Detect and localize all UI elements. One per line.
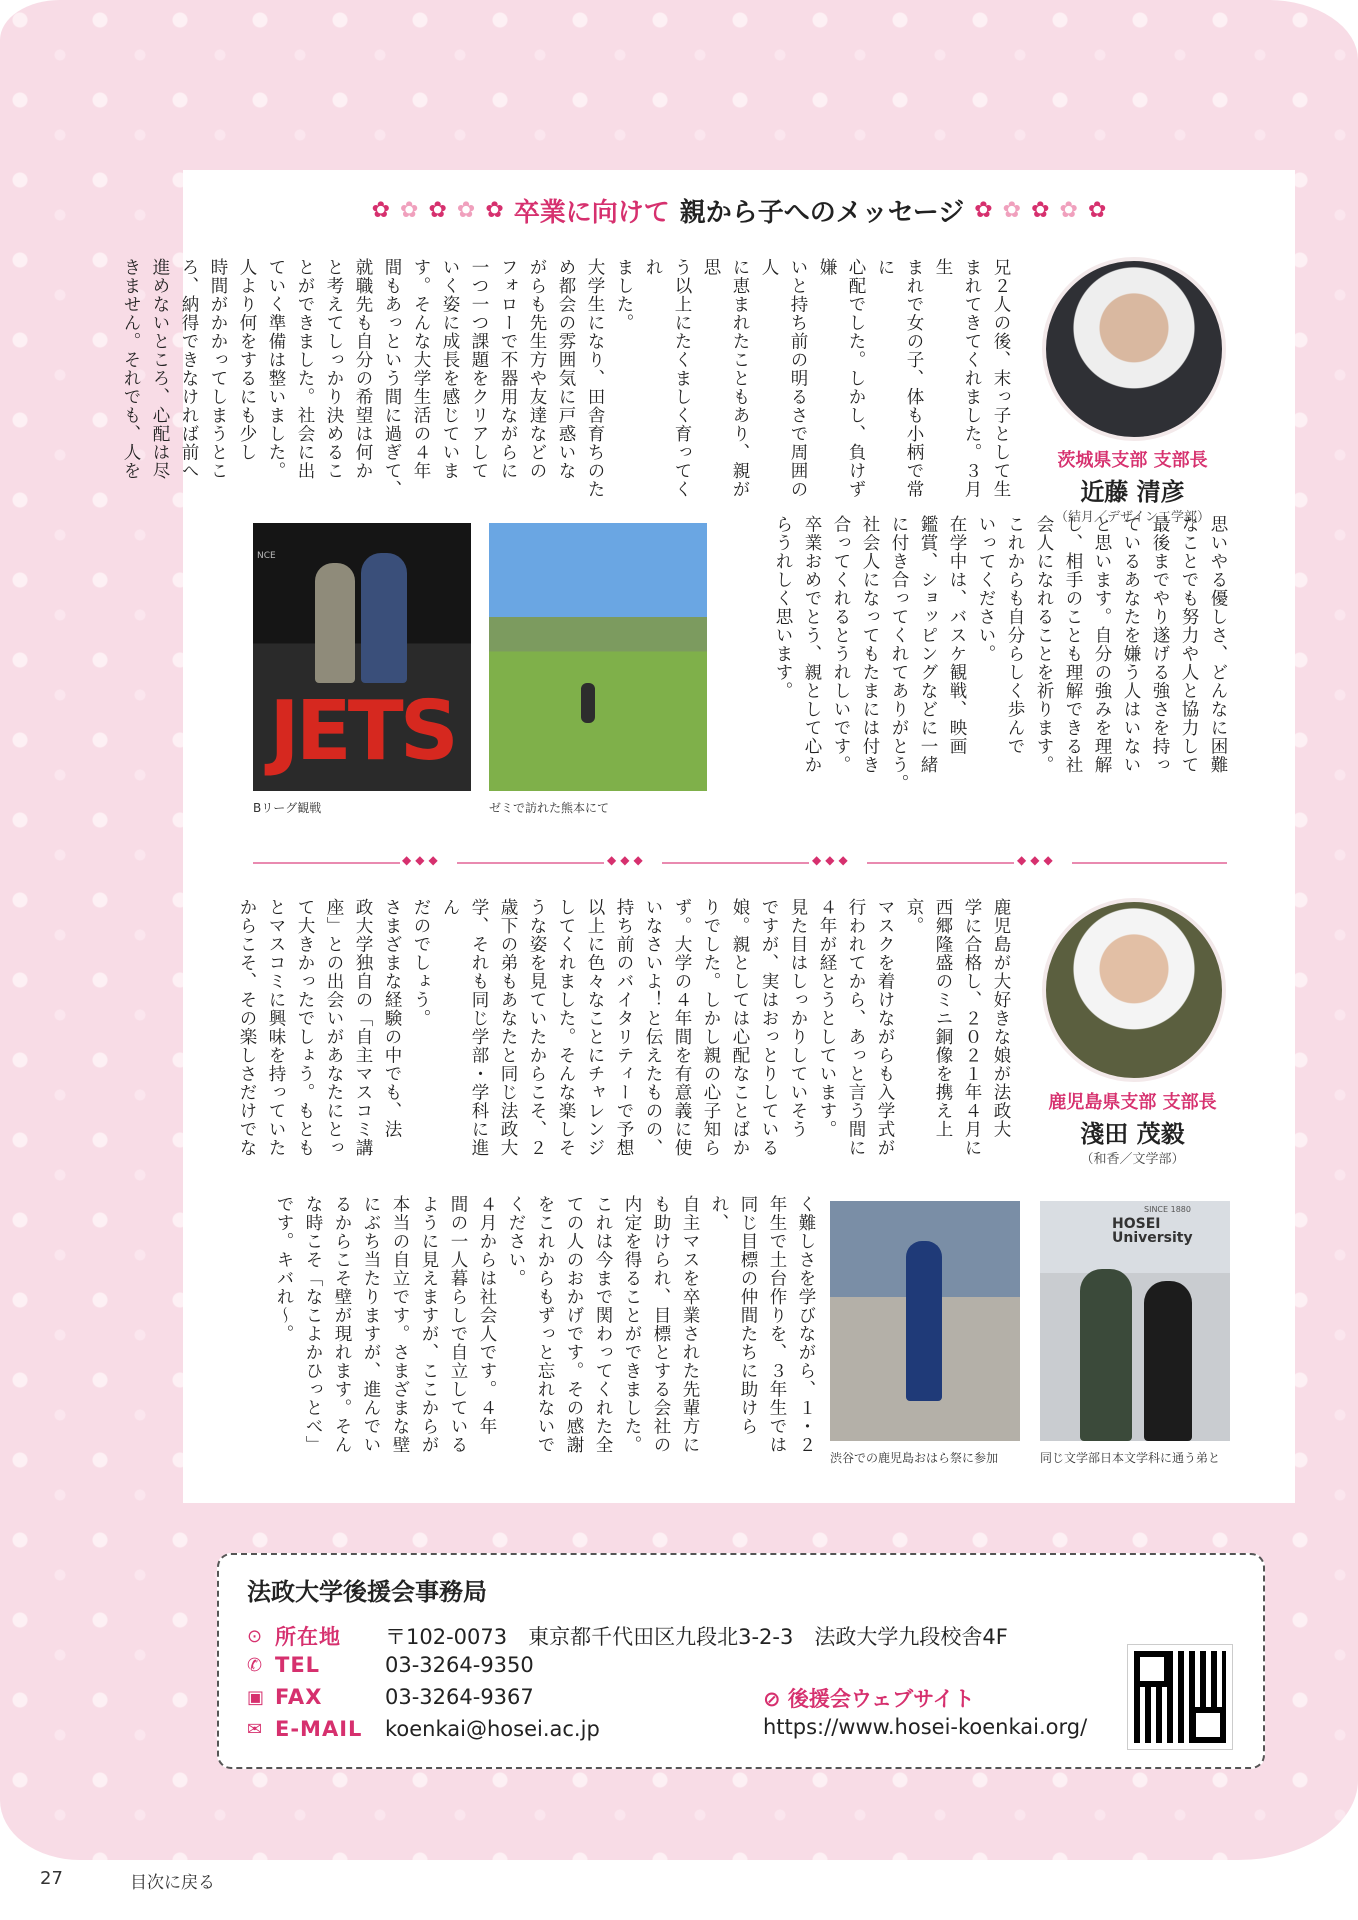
divider-line <box>662 862 809 864</box>
photo-caption: 渋谷での鹿児島おはら祭に参加 <box>830 1451 999 1465</box>
flower-icon: ✿ <box>371 197 391 223</box>
jets-sign: JETS <box>269 684 455 779</box>
section-heading <box>183 170 1295 250</box>
person2-name: 淺田 茂毅 <box>1080 1120 1185 1148</box>
photo-bleague <box>253 523 471 791</box>
person2-role: 鹿児島県支部 支部長 <box>1048 1092 1217 1113</box>
divider-dots: ◆◆◆ <box>607 853 647 867</box>
person-figure <box>315 563 355 683</box>
flower-icon: ✿ <box>1087 197 1107 223</box>
globe-icon: ⊘ <box>763 1687 788 1711</box>
avatar-asada <box>1042 898 1226 1082</box>
address-value: 〒102-0073 東京都千代田区九段北3-2-3 法政大学九段校舎4F <box>385 1625 1008 1649</box>
page-number: 27 <box>40 1868 63 1889</box>
phone-icon: ✆ <box>247 1654 263 1676</box>
photo-arena-text: NCE <box>257 551 276 561</box>
person1-role: 茨城県支部 支部長 <box>1057 450 1208 471</box>
divider-line <box>1072 862 1227 864</box>
divider-line <box>867 862 1014 864</box>
website-label <box>763 1683 975 1713</box>
flower-icon: ✿ <box>400 197 419 223</box>
address-label: 所在地 <box>275 1625 341 1649</box>
flower-icon: ✿ <box>1059 197 1078 223</box>
fax-row <box>247 1685 534 1709</box>
photo-ohara-festival <box>830 1201 1020 1441</box>
photo-caption: Bリーグ観戦 <box>253 801 322 815</box>
website-label-text: 後援会ウェブサイト <box>787 1687 975 1711</box>
address-row <box>247 1621 1008 1651</box>
fax-icon: ▣ <box>247 1686 265 1708</box>
mail-icon: ✉ <box>247 1718 263 1740</box>
divider-dots: ◆◆◆ <box>402 853 442 867</box>
hosei-sign: HOSEI University <box>1112 1216 1193 1246</box>
person-figure <box>361 553 407 683</box>
flower-icon: ✿ <box>974 197 993 223</box>
photo-hosei-siblings <box>1040 1201 1230 1441</box>
person1-note: （結月／デザイン工学部） <box>1054 510 1211 525</box>
avatar-kondo <box>1042 257 1226 441</box>
photo-caption: ゼミで訪れた熊本にて <box>489 801 610 815</box>
tel-row <box>247 1653 534 1677</box>
flower-icon: ✿ <box>456 197 476 223</box>
person2-message-part1: 鹿児島が大好きな娘が法政大 学に合格し、２０２１年４月に 西郷隆盛のミニ銅像を携え上京。 マスクを着けながらも入学式が 行われてから、あっと言う間に ４年が経とうとしています。 見た目はしっかりしていそう ですが、実はおっとりしている 娘。親としては心配なことばか りでした。しかし親の心子知ら ず。大学の４年間を有意義に使 いなさいよ！と伝えたものの、 持ち前のバイタリティーで予想 以上に色々なことにチャレンジ してくれました。そんな楽しそ うな姿を見ていたからこそ、２ 歳下の弟もあなたと同じ法政大 学、それも同じ学部・学科に進ん だのでしょう。 さまざまな経験の中でも、法 政大学独自の「自主マスコミ講 座」との出会いがあなたにとっ て大きかったでしょう。もとも とマスコミに興味を持っていた からこそ、その楽しさだけでな <box>237 898 1011 1157</box>
heading-part2: 親から子へのメッセージ <box>679 197 965 228</box>
person-figure <box>1144 1281 1192 1441</box>
divider-dots: ◆◆◆ <box>1017 853 1057 867</box>
person-figure <box>581 683 595 723</box>
tel-value: 03-3264-9350 <box>385 1653 534 1677</box>
photo-since-text: SINCE 1880 <box>1144 1205 1191 1214</box>
back-to-toc-link[interactable]: 目次に戻る <box>130 1873 215 1893</box>
email-row <box>247 1717 600 1741</box>
flower-icon: ✿ <box>428 197 447 223</box>
email-value[interactable]: koenkai@hosei.ac.jp <box>385 1717 600 1741</box>
person1-message-part2: 思いやる優しさ、どんなに困難 なことでも努力や人と協力して 最後までやり遂げる強さを持っ ているあなたを嫌う人はいない と思います。自分の強みを理解 し、相手のことも理解できる社 会人になれることを祈ります。 これからも自分らしく歩んで いってください。 在学中は、バスケ観戦、映画 鑑賞、ショッピングなどに一緒 に付き合ってくれてありがとう。 社会人になってもたまには付き 合ってくれるとうれしいです。 卒業おめでとう、親として心か らうれしく思います。 <box>773 515 1228 793</box>
flower-icon: ✿ <box>485 197 504 223</box>
flower-icon: ✿ <box>1002 197 1022 223</box>
person2-message-part2: く難しさを学びながら、１・２ 年生で土台作りを、３年生では 同じ目標の仲間たちに助けられ、 自主マスを卒業された先輩方に も助けられ、目標とする会社の 内定を得ることができました。 これは今まで関わってくれた全 ての人のおかげです。その感謝 をこれからもずっと忘れないで ください。 ４月からは社会人です。４年 間の一人暮らしで自立している ように見えますが、ここからが 本当の自立です。さまざまな壁 にぶち当たりますが、進んでい るからこそ壁が現れます。そん な時こそ「なこよかひっとべ」 です。キバれ〜。 <box>274 1195 816 1454</box>
person-figure <box>906 1241 942 1401</box>
person2-note: （和香／文学部） <box>1080 1152 1185 1167</box>
person1-name: 近藤 清彦 <box>1080 478 1185 506</box>
fax-value: 03-3264-9367 <box>385 1685 534 1709</box>
divider-line <box>457 862 604 864</box>
heading-part1: 卒業に向けて <box>513 197 670 228</box>
flower-icon: ✿ <box>1031 197 1050 223</box>
qr-code[interactable] <box>1128 1645 1232 1749</box>
photo-caption: 同じ文学部日本文学科に通う弟と <box>1040 1451 1221 1465</box>
office-title: 法政大学後援会事務局 <box>247 1578 487 1606</box>
person-figure <box>1080 1269 1132 1441</box>
photo-kumamoto <box>489 523 707 791</box>
map-pin-icon: ⊙ <box>247 1625 263 1647</box>
website-url[interactable]: https://www.hosei-koenkai.org/ <box>763 1715 1088 1739</box>
fax-label: FAX <box>275 1685 323 1709</box>
divider-dots: ◆◆◆ <box>812 853 852 867</box>
tel-label: TEL <box>275 1653 321 1677</box>
email-label: E-MAIL <box>275 1717 363 1741</box>
person1-message-part1: 兄２人の後、末っ子として生 まれてきてくれました。３月生 まれで女の子、体も小柄で常に 心配でした。しかし、負けず嫌 いと持ち前の明るさで周囲の人 に恵まれたこともあり、親が思 う以上にたくましく育ってくれ ました。 大学生になり、田舎育ちのた め都会の雰囲気に戸惑いな がらも先生方や友達などの フォローで不器用ながらに 一つ一つ課題をクリアして いく姿に成長を感じていま す。そんな大学生活の４年 間もあっという間に過ぎて、 就職先も自分の希望は何か と考えてしっかり決めるこ とができました。社会に出 ていく準備は整いました。 人より何をするにも少し 時間がかかってしまうとこ ろ、納得できなければ前へ 進めないところ、心配は尽 きません。それでも、人を <box>121 258 1011 499</box>
divider-line <box>253 862 400 864</box>
